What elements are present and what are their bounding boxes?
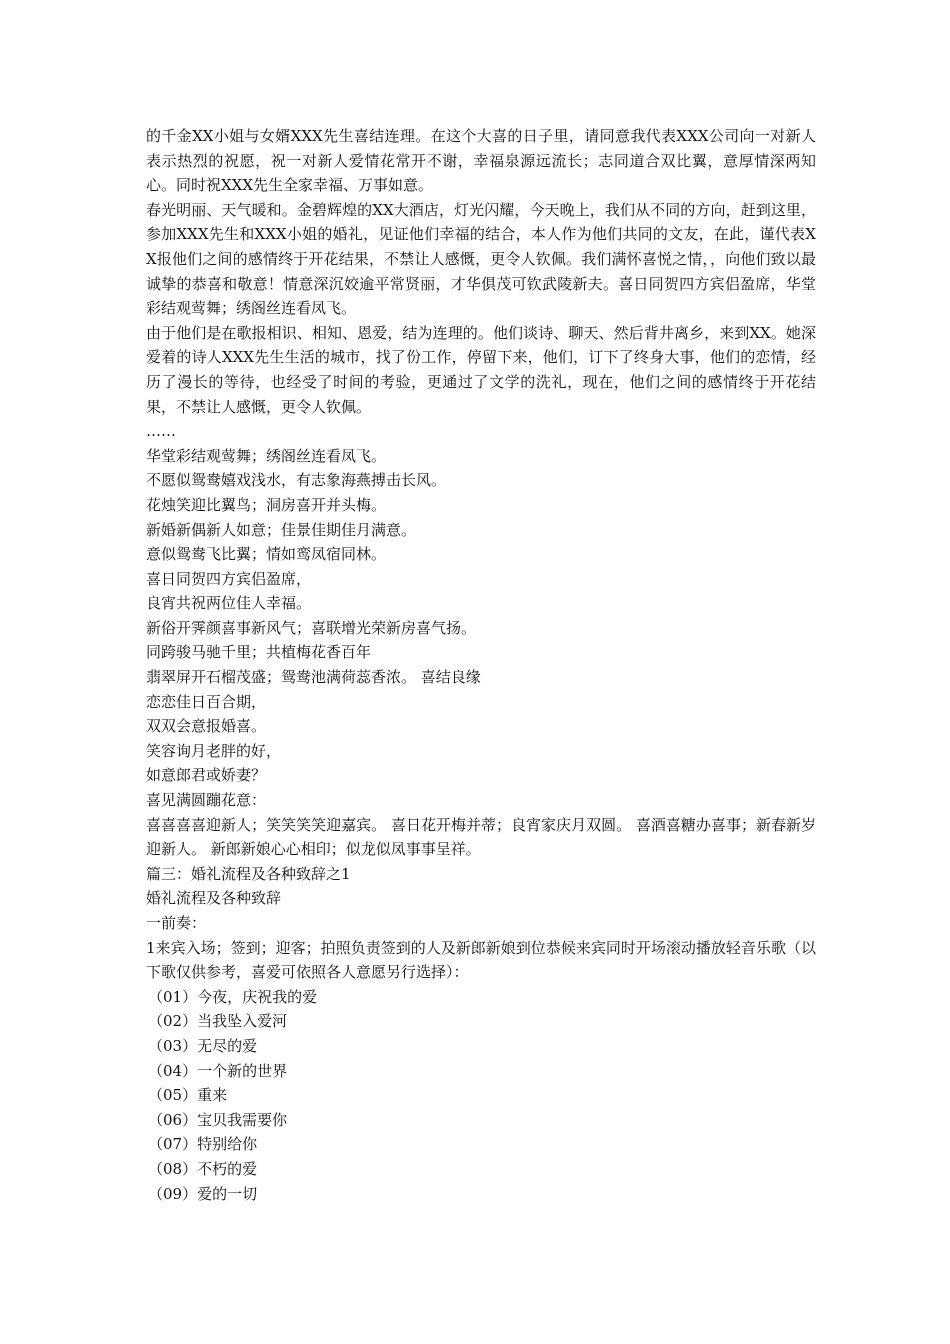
couplet-line: 良宵共祝两位佳人幸福。 <box>146 594 312 613</box>
couplet-line: 喜日同贺四方宾侣盈席， <box>146 569 312 588</box>
document-body <box>146 124 816 1206</box>
couplet-line: 翡翠屏开石榴茂盛；鸳鸯池满荷蕊香浓。 喜结良缘 <box>146 668 481 687</box>
poem-line: 恋恋佳日百合期， <box>146 692 267 711</box>
section-title: 篇三：婚礼流程及各种致辞之1 <box>146 864 351 883</box>
section-subtitle: 婚礼流程及各种致辞 <box>146 889 282 908</box>
poem-line: 双双会意报婚喜。 <box>146 717 267 736</box>
couplet-line: 意似鸳鸯飞比翼；情如鸾凤宿同林。 <box>146 545 387 564</box>
paragraph-spring: 春光明丽、天气暖和。金碧辉煌的XX大酒店，灯光闪耀，今天晚上，我们从不同的方向，赶到这里，参加XXX先生和XXX小姐的婚礼，见证他们幸福的结合，本人作为他们共同的文友，在此，谨代表XX报他们之间的感情终于开花结果，不禁让人感慨，更令人钦佩。我们满怀喜悦之情，，向他们致以最诚挚的恭喜和敬意！情意深沉姣逾平常贤丽，才华俱茂可钦武陵新夫。喜日同贺四方宾侣盈席，华堂彩结观莺舞；绣阁丝连看凤飞。 <box>146 200 816 318</box>
paragraph-guest-entry: 1来宾入场；签到；迎客；拍照负责签到的人及新郎新娘到位恭候来宾同时开场滚动播放轻音乐歌（以下歌仅供参考，喜爱可依照各人意愿另行选择）： <box>146 938 816 982</box>
couplet-line: 同跨骏马驰千里；共植梅花香百年 <box>146 643 372 662</box>
song-item: （02）当我坠入爱河 <box>148 1012 288 1031</box>
couplet-line: 华堂彩结观莺舞；绣阁丝连看凤飞。 <box>146 446 387 465</box>
poem-line: 喜见满圆蹦花意： <box>146 791 267 810</box>
couplet-line: 新婚新偶新人如意；佳景佳期佳月满意。 <box>146 520 417 539</box>
song-item: （08）不朽的爱 <box>148 1159 258 1178</box>
couplet-line: 花烛笑迎比翼鸟；洞房喜开并头梅。 <box>146 495 387 514</box>
song-item: （05）重来 <box>148 1086 228 1105</box>
prelude-heading: 一前奏： <box>146 914 207 932</box>
ellipsis-line: …… <box>146 422 176 441</box>
paragraph-blessings: 喜喜喜喜迎新人；笑笑笑笑迎嘉宾。 喜日花开梅并蒂；良宵家庆月双圆。 喜酒喜糖办喜事；新春新岁迎新人。 新郎新娘心心相印；似龙似凤事事呈祥。 <box>146 815 816 859</box>
song-item: （07）特别给你 <box>148 1135 258 1154</box>
poem-line: 笑容询月老胖的好， <box>146 741 282 760</box>
song-item: （06）宝贝我需要你 <box>148 1110 288 1129</box>
paragraph-greeting: 的千金XX小姐与女婿XXX先生喜结连理。在这个大喜的日子里，请同意我代表XXX公司向一对新人表示热烈的祝愿，祝一对新人爱情花常开不谢，幸福泉源远流长；志同道合双比翼，意厚情深两知心。同时祝XXX先生全家幸福、万事如意。 <box>146 127 816 195</box>
paragraph-story: 由于他们是在歌报相识、相知、恩爱，结为连理的。他们谈诗、聊天、然后背井离乡，来到XX。她深爱着的诗人XXX先生生活的城市，找了份工作，停留下来，他们，订下了终身大事，他们的恋情，经历了漫长的等待，也经受了时间的考验，更通过了文学的洗礼，现在，他们之间的感情终于开花结果，不禁让人感慨，更令人钦佩。 <box>146 323 816 416</box>
song-item: （01）今夜，庆祝我的爱 <box>148 987 318 1006</box>
song-item: （04）一个新的世界 <box>148 1061 288 1080</box>
song-item: （09）爱的一切 <box>148 1184 258 1203</box>
couplet-line: 新俗开霁颜喜事新风气；喜联增光荣新房喜气扬。 <box>146 618 477 637</box>
couplet-line: 不愿似鸳鸯嬉戏浅水，有志象海燕搏击长风。 <box>146 471 447 490</box>
song-item: （03）无尽的爱 <box>148 1036 258 1055</box>
poem-line: 如意郎君或娇妻？ <box>146 766 267 785</box>
